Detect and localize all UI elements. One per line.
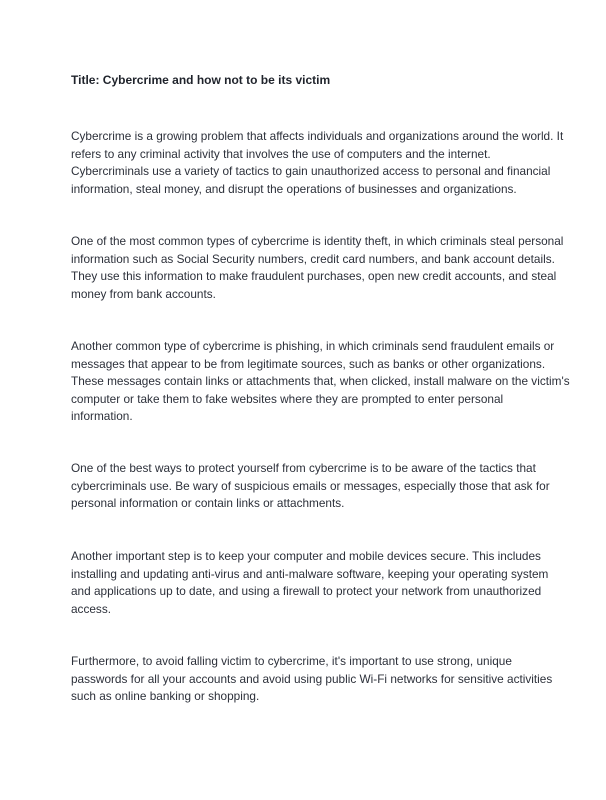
paragraph-awareness	[71, 460, 550, 513]
paragraph-line: money from bank accounts.	[71, 286, 216, 301]
paragraph-passwords	[71, 653, 553, 706]
paragraph-line: Cybercrime is a growing problem that affects individuals and organizations around the world. It	[71, 129, 564, 143]
paragraph-line: installing and updating anti-virus and anti-malware software, keeping your operating system	[71, 566, 549, 581]
document-title: Title: Cybercrime and how not to be its victim	[71, 73, 331, 87]
paragraph-line: Another important step is to keep your computer and mobile devices secure. This includes	[71, 549, 541, 563]
paragraph-line: information such as Social Security numbers, credit card numbers, and bank account details.	[71, 251, 555, 266]
paragraph-line: Cybercriminals use a variety of tactics to gain unauthorized access to personal and financial	[71, 164, 551, 179]
paragraph-line: passwords for all your accounts and avoid using public Wi-Fi networks for sensitive activities	[71, 671, 553, 686]
paragraph-device-security	[71, 548, 549, 618]
paragraph-phishing	[71, 338, 570, 426]
paragraph-line: information.	[71, 409, 133, 424]
paragraph-line: Another common type of cybercrime is phishing, in which criminals send fraudulent emails or	[71, 339, 555, 353]
paragraph-line: One of the best ways to protect yourself from cybercrime is to be aware of the tactics that	[71, 461, 536, 475]
paragraph-line: such as online banking or shopping.	[71, 689, 260, 704]
paragraph-line: These messages contain links or attachments that, when clicked, install malware on the victim's	[71, 374, 570, 389]
paragraph-line: One of the most common types of cybercrime is identity theft, in which criminals steal personal	[71, 234, 564, 248]
paragraph-line: and applications up to date, and using a firewall to protect your network from unauthorized	[71, 584, 542, 599]
paragraph-line: personal information or contain links or attachments.	[71, 496, 345, 511]
paragraph-line: Furthermore, to avoid falling victim to cybercrime, it's important to use strong, unique	[71, 654, 512, 668]
paragraph-line: They use this information to make fraudulent purchases, open new credit accounts, and steal	[71, 269, 557, 284]
paragraph-line: messages that appear to be from legitimate sources, such as banks or other organizations.	[71, 356, 546, 371]
paragraph-line: cybercriminals use. Be wary of suspicious emails or messages, especially those that ask for	[71, 478, 550, 493]
paragraph-line: refers to any criminal activity that involves the use of computers and the internet.	[71, 146, 491, 161]
paragraph-line: information, steal money, and disrupt the operations of businesses and organizations.	[71, 181, 517, 196]
paragraph-line: access.	[71, 601, 111, 616]
paragraph-line: computer or take them to fake websites where they are prompted to enter personal	[71, 391, 504, 406]
paragraph-identity-theft	[71, 233, 564, 303]
paragraph-intro	[71, 128, 564, 198]
